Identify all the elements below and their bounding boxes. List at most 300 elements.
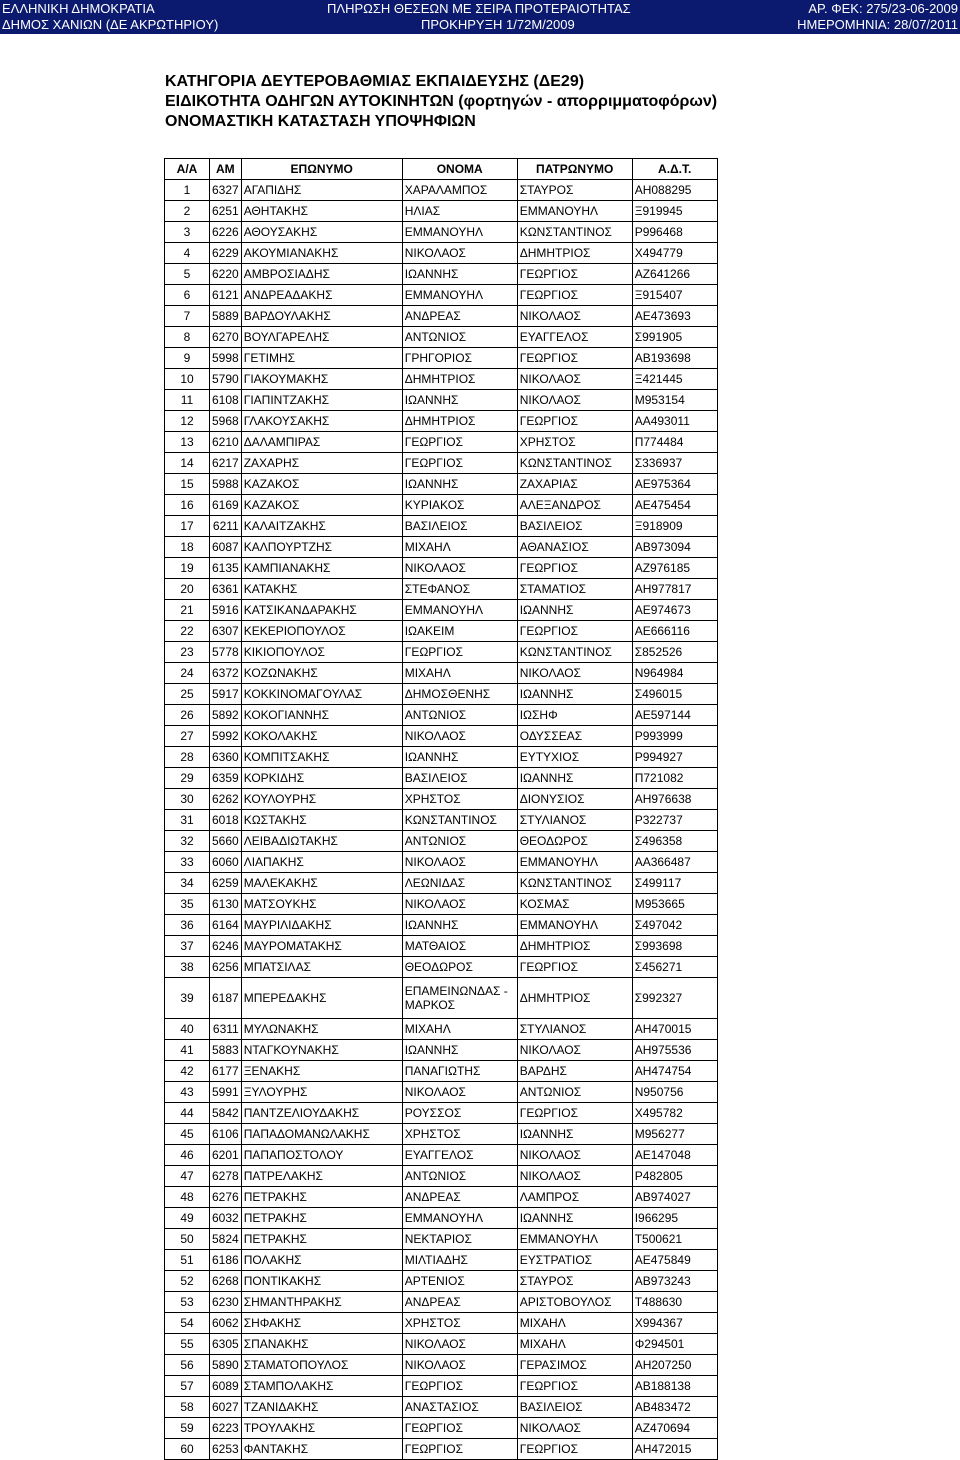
row-id-card: ΑΕ475849 [632, 1250, 717, 1271]
row-number: 51 [165, 1250, 210, 1271]
row-am: 6256 [210, 957, 242, 978]
row-id-card: ΑΗ470015 [632, 1019, 717, 1040]
row-id-card: Π721082 [632, 768, 717, 789]
table-header-row [165, 159, 718, 180]
row-am: 6187 [210, 978, 242, 1019]
row-number: 23 [165, 642, 210, 663]
row-surname: ΚΟΚΟΓΙΑΝΝΗΣ [241, 705, 402, 726]
row-name: ΝΕΚΤΑΡΙΟΣ [402, 1229, 517, 1250]
row-am: 5892 [210, 705, 242, 726]
row-am: 6027 [210, 1397, 242, 1418]
table-row [165, 201, 718, 222]
table-body [165, 180, 718, 1460]
row-number: 19 [165, 558, 210, 579]
row-surname: ΜΑΛΕΚΑΚΗΣ [241, 873, 402, 894]
row-id-card: ΑΗ976638 [632, 789, 717, 810]
row-father-name: ΑΘΑΝΑΣΙΟΣ [517, 537, 632, 558]
row-name: ΚΩΝΣΤΑΝΤΙΝΟΣ [402, 810, 517, 831]
row-id-card: Ν950756 [632, 1082, 717, 1103]
row-id-card: Ρ994927 [632, 747, 717, 768]
row-am: 5968 [210, 411, 242, 432]
row-surname: ΠΑΠΑΔΟΜΑΝΩΛΑΚΗΣ [241, 1124, 402, 1145]
row-surname: ΠΑΤΡΕΛΑΚΗΣ [241, 1166, 402, 1187]
table-row [165, 915, 718, 936]
row-am: 6018 [210, 810, 242, 831]
row-number: 11 [165, 390, 210, 411]
row-number: 10 [165, 369, 210, 390]
row-surname: ΛΙΑΠΑΚΗΣ [241, 852, 402, 873]
row-name: ΕΜΜΑΝΟΥΗΛ [402, 285, 517, 306]
row-father-name: ΜΙΧΑΗΛ [517, 1313, 632, 1334]
row-number: 26 [165, 705, 210, 726]
row-name: ΣΤΕΦΑΝΟΣ [402, 579, 517, 600]
row-father-name: ΝΙΚΟΛΑΟΣ [517, 306, 632, 327]
row-father-name: ΒΑΣΙΛΕΙΟΣ [517, 1397, 632, 1418]
table-row [165, 537, 718, 558]
row-number: 29 [165, 768, 210, 789]
row-name: ΙΩΑΝΝΗΣ [402, 747, 517, 768]
row-surname: ΤΡΟΥΛΑΚΗΣ [241, 1418, 402, 1439]
row-number: 14 [165, 453, 210, 474]
table-row [165, 1229, 718, 1250]
row-am: 6060 [210, 852, 242, 873]
row-surname: ΠΑΝΤΖΕΛΙΟΥΔΑΚΗΣ [241, 1103, 402, 1124]
row-surname: ΑΜΒΡΟΣΙΑΔΗΣ [241, 264, 402, 285]
row-number: 54 [165, 1313, 210, 1334]
row-id-card: ΑΗ474754 [632, 1061, 717, 1082]
row-father-name: ΙΩΑΝΝΗΣ [517, 600, 632, 621]
row-number: 16 [165, 495, 210, 516]
row-number: 58 [165, 1397, 210, 1418]
table-row [165, 852, 718, 873]
row-father-name: ΘΕΟΔΩΡΟΣ [517, 831, 632, 852]
row-am: 5991 [210, 1082, 242, 1103]
row-am: 6262 [210, 789, 242, 810]
table-row [165, 600, 718, 621]
col-am: ΑΜ [210, 159, 242, 180]
row-surname: ΚΩΣΤΑΚΗΣ [241, 810, 402, 831]
row-id-card: Ρ322737 [632, 810, 717, 831]
row-father-name: ΝΙΚΟΛΑΟΣ [517, 1166, 632, 1187]
row-surname: ΠΕΤΡΑΚΗΣ [241, 1229, 402, 1250]
row-name: ΚΥΡΙΑΚΟΣ [402, 495, 517, 516]
row-id-card: ΑΕ147048 [632, 1145, 717, 1166]
row-name: ΑΝΔΡΕΑΣ [402, 1187, 517, 1208]
row-id-card: ΑΒ974027 [632, 1187, 717, 1208]
category-title: ΚΑΤΗΓΟΡΙΑ ΔΕΥΤΕΡΟΒΑΘΜΙΑΣ ΕΚΠΑΙΔΕΥΣΗΣ (ΔΕ29) [165, 73, 585, 90]
row-id-card: ΑΒ483472 [632, 1397, 717, 1418]
row-surname: ΣΗΦΑΚΗΣ [241, 1313, 402, 1334]
row-number: 33 [165, 852, 210, 873]
row-surname: ΚΙΚΙΟΠΟΥΛΟΣ [241, 642, 402, 663]
row-id-card: Ρ996468 [632, 222, 717, 243]
row-number: 48 [165, 1187, 210, 1208]
row-father-name: ΓΕΩΡΓΙΟΣ [517, 1376, 632, 1397]
row-id-card: ΑΕ974673 [632, 600, 717, 621]
row-number: 2 [165, 201, 210, 222]
table-row [165, 747, 718, 768]
row-name: ΙΩΑΝΝΗΣ [402, 1040, 517, 1061]
row-father-name: ΣΤΑΜΑΤΙΟΣ [517, 579, 632, 600]
row-number: 45 [165, 1124, 210, 1145]
row-father-name: ΓΕΩΡΓΙΟΣ [517, 558, 632, 579]
row-surname: ΣΤΑΜΑΤΟΠΟΥΛΟΣ [241, 1355, 402, 1376]
row-name: ΗΛΙΑΣ [402, 201, 517, 222]
row-id-card: Σ499117 [632, 873, 717, 894]
row-number: 37 [165, 936, 210, 957]
table-row [165, 474, 718, 495]
row-name: ΕΜΜΑΝΟΥΗΛ [402, 1208, 517, 1229]
row-number: 22 [165, 621, 210, 642]
row-id-card: Χ494779 [632, 243, 717, 264]
col-father-name: ΠΑΤΡΩΝΥΜΟ [517, 159, 632, 180]
row-name: ΜΙΧΑΗΛ [402, 537, 517, 558]
row-id-card: Σ336937 [632, 453, 717, 474]
row-surname: ΠΕΤΡΑΚΗΣ [241, 1187, 402, 1208]
table-row [165, 495, 718, 516]
col-id-card: Α.Δ.Τ. [632, 159, 717, 180]
row-number: 27 [165, 726, 210, 747]
row-surname: ΑΓΑΠΙΔΗΣ [241, 180, 402, 201]
row-id-card: Σ496358 [632, 831, 717, 852]
candidates-table [164, 158, 718, 1460]
row-number: 57 [165, 1376, 210, 1397]
row-am: 5988 [210, 474, 242, 495]
row-id-card: Τ500621 [632, 1229, 717, 1250]
row-surname: ΜΠΕΡΕΔΑΚΗΣ [241, 978, 402, 1019]
row-am: 6217 [210, 453, 242, 474]
row-surname: ΓΕΤΙΜΗΣ [241, 348, 402, 369]
row-number: 25 [165, 684, 210, 705]
row-am: 6251 [210, 201, 242, 222]
row-name: ΕΜΜΑΝΟΥΗΛ [402, 600, 517, 621]
row-number: 42 [165, 1061, 210, 1082]
row-name: ΜΙΧΑΗΛ [402, 663, 517, 684]
row-surname: ΣΤΑΜΠΟΛΑΚΗΣ [241, 1376, 402, 1397]
row-name: ΓΕΩΡΓΙΟΣ [402, 1418, 517, 1439]
row-number: 38 [165, 957, 210, 978]
row-surname: ΤΖΑΝΙΔΑΚΗΣ [241, 1397, 402, 1418]
row-am: 6226 [210, 222, 242, 243]
table-row [165, 1166, 718, 1187]
row-id-card: ΑΗ472015 [632, 1439, 717, 1460]
row-number: 13 [165, 432, 210, 453]
row-father-name: ΙΩΑΝΝΗΣ [517, 684, 632, 705]
row-am: 5883 [210, 1040, 242, 1061]
row-number: 46 [165, 1145, 210, 1166]
row-father-name: ΕΜΜΑΝΟΥΗΛ [517, 201, 632, 222]
header-gazette: ΑΡ. ΦΕΚ: 275/23-06-2009 [808, 1, 958, 16]
row-father-name: ΓΕΩΡΓΙΟΣ [517, 264, 632, 285]
row-am: 6305 [210, 1334, 242, 1355]
row-id-card: Χ994367 [632, 1313, 717, 1334]
row-surname: ΚΑΖΑΚΟΣ [241, 495, 402, 516]
table-row [165, 1061, 718, 1082]
row-name: ΙΩΑΝΝΗΣ [402, 474, 517, 495]
row-father-name: ΟΔΥΣΣΕΑΣ [517, 726, 632, 747]
table-row [165, 1271, 718, 1292]
row-surname: ΚΑΛΠΟΥΡΤΖΗΣ [241, 537, 402, 558]
row-name: ΡΟΥΣΣΟΣ [402, 1103, 517, 1124]
row-id-card: Ξ918909 [632, 516, 717, 537]
table-row [165, 285, 718, 306]
table-row [165, 432, 718, 453]
row-father-name: ΣΤΑΥΡΟΣ [517, 180, 632, 201]
row-number: 52 [165, 1271, 210, 1292]
row-number: 40 [165, 1019, 210, 1040]
document-header [0, 0, 960, 34]
row-name: ΑΝΔΡΕΑΣ [402, 1292, 517, 1313]
row-surname: ΒΟΥΛΓΑΡΕΛΗΣ [241, 327, 402, 348]
row-number: 41 [165, 1040, 210, 1061]
row-number: 56 [165, 1355, 210, 1376]
row-am: 5917 [210, 684, 242, 705]
row-surname: ΠΟΛΑΚΗΣ [241, 1250, 402, 1271]
row-id-card: Ξ421445 [632, 369, 717, 390]
row-number: 6 [165, 285, 210, 306]
row-number: 31 [165, 810, 210, 831]
table-row [165, 663, 718, 684]
row-father-name: ΓΕΩΡΓΙΟΣ [517, 348, 632, 369]
row-father-name: ΝΙΚΟΛΑΟΣ [517, 369, 632, 390]
row-am: 6229 [210, 243, 242, 264]
row-name: ΕΠΑΜΕΙΝΩΝΔΑΣ - ΜΑΡΚΟΣ [402, 978, 517, 1019]
table-row [165, 789, 718, 810]
table-row [165, 306, 718, 327]
row-father-name: ΕΥΣΤΡΑΤΙΟΣ [517, 1250, 632, 1271]
row-surname: ΠΕΤΡΑΚΗΣ [241, 1208, 402, 1229]
row-surname: ΚΟΜΠΙΤΣΑΚΗΣ [241, 747, 402, 768]
table-row [165, 810, 718, 831]
row-id-card: Σ852526 [632, 642, 717, 663]
row-name: ΝΙΚΟΛΑΟΣ [402, 852, 517, 873]
row-am: 6032 [210, 1208, 242, 1229]
row-father-name: ΝΙΚΟΛΑΟΣ [517, 1145, 632, 1166]
table-row [165, 348, 718, 369]
table-row [165, 327, 718, 348]
row-name: ΛΕΩΝΙΔΑΣ [402, 873, 517, 894]
row-surname: ΚΑΤΣΙΚΑΝΔΑΡΑΚΗΣ [241, 600, 402, 621]
row-name: ΔΗΜΗΤΡΙΟΣ [402, 411, 517, 432]
row-name: ΑΝΔΡΕΑΣ [402, 306, 517, 327]
row-am: 6130 [210, 894, 242, 915]
row-am: 5992 [210, 726, 242, 747]
row-name: ΜΙΧΑΗΛ [402, 1019, 517, 1040]
row-name: ΝΙΚΟΛΑΟΣ [402, 894, 517, 915]
row-id-card: Σ496015 [632, 684, 717, 705]
table-row [165, 1376, 718, 1397]
row-number: 20 [165, 579, 210, 600]
row-am: 6361 [210, 579, 242, 600]
row-am: 6253 [210, 1439, 242, 1460]
row-number: 53 [165, 1292, 210, 1313]
row-name: ΓΕΩΡΓΙΟΣ [402, 1376, 517, 1397]
row-father-name: ΕΜΜΑΝΟΥΗΛ [517, 915, 632, 936]
row-name: ΑΝΤΩΝΙΟΣ [402, 831, 517, 852]
list-title: ΟΝΟΜΑΣΤΙΚΗ ΚΑΤΑΣΤΑΣΗ ΥΠΟΨΗΦΙΩΝ [165, 113, 476, 130]
table-row [165, 453, 718, 474]
row-father-name: ΓΕΩΡΓΙΟΣ [517, 621, 632, 642]
row-am: 6270 [210, 327, 242, 348]
row-father-name: ΙΩΣΗΦ [517, 705, 632, 726]
row-number: 4 [165, 243, 210, 264]
row-am: 6164 [210, 915, 242, 936]
table-row [165, 1187, 718, 1208]
header-date: ΗΜΕΡΟΜΗΝΙΑ: 28/07/2011 [797, 17, 958, 32]
row-id-card: ΑΕ975364 [632, 474, 717, 495]
row-father-name: ΓΕΩΡΓΙΟΣ [517, 957, 632, 978]
row-surname: ΑΚΟΥΜΙΑΝΑΚΗΣ [241, 243, 402, 264]
row-name: ΧΡΗΣΤΟΣ [402, 789, 517, 810]
row-am: 6360 [210, 747, 242, 768]
row-id-card: Σ497042 [632, 915, 717, 936]
row-am: 5660 [210, 831, 242, 852]
row-father-name: ΝΙΚΟΛΑΟΣ [517, 663, 632, 684]
row-name: ΙΩΑΝΝΗΣ [402, 390, 517, 411]
row-surname: ΚΟΖΩΝΑΚΗΣ [241, 663, 402, 684]
row-am: 6186 [210, 1250, 242, 1271]
row-am: 6359 [210, 768, 242, 789]
table-row [165, 1418, 718, 1439]
table-row [165, 264, 718, 285]
row-name: ΝΙΚΟΛΑΟΣ [402, 726, 517, 747]
row-number: 34 [165, 873, 210, 894]
row-number: 55 [165, 1334, 210, 1355]
row-id-card: Ρ482805 [632, 1166, 717, 1187]
row-name: ΜΙΛΤΙΑΔΗΣ [402, 1250, 517, 1271]
row-am: 6106 [210, 1124, 242, 1145]
row-am: 5916 [210, 600, 242, 621]
row-father-name: ΔΗΜΗΤΡΙΟΣ [517, 243, 632, 264]
row-number: 60 [165, 1439, 210, 1460]
row-father-name: ΝΙΚΟΛΑΟΣ [517, 1040, 632, 1061]
row-name: ΔΗΜΗΤΡΙΟΣ [402, 369, 517, 390]
table-row [165, 243, 718, 264]
row-id-card: ΑΕ597144 [632, 705, 717, 726]
table-row [165, 411, 718, 432]
row-number: 15 [165, 474, 210, 495]
row-number: 39 [165, 978, 210, 1019]
row-father-name: ΕΥΤΥΧΙΟΣ [517, 747, 632, 768]
row-id-card: ΑΒ188138 [632, 1376, 717, 1397]
row-am: 5889 [210, 306, 242, 327]
row-surname: ΝΤΑΓΚΟΥΝΑΚΗΣ [241, 1040, 402, 1061]
row-name: ΧΡΗΣΤΟΣ [402, 1124, 517, 1145]
row-am: 6108 [210, 390, 242, 411]
row-name: ΑΝΤΩΝΙΟΣ [402, 327, 517, 348]
row-number: 50 [165, 1229, 210, 1250]
row-am: 6220 [210, 264, 242, 285]
row-id-card: Ρ993999 [632, 726, 717, 747]
row-surname: ΜΑΤΣΟΥΚΗΣ [241, 894, 402, 915]
row-am: 6246 [210, 936, 242, 957]
row-name: ΝΙΚΟΛΑΟΣ [402, 243, 517, 264]
row-father-name: ΝΙΚΟΛΑΟΣ [517, 1418, 632, 1439]
table-row [165, 1397, 718, 1418]
row-id-card: ΑΒ193698 [632, 348, 717, 369]
row-number: 47 [165, 1166, 210, 1187]
table-row [165, 180, 718, 201]
row-surname: ΑΘΟΥΣΑΚΗΣ [241, 222, 402, 243]
row-number: 8 [165, 327, 210, 348]
row-am: 6169 [210, 495, 242, 516]
row-am: 5842 [210, 1103, 242, 1124]
row-number: 43 [165, 1082, 210, 1103]
table-row [165, 768, 718, 789]
row-am: 6311 [210, 1019, 242, 1040]
row-name: ΝΙΚΟΛΑΟΣ [402, 1355, 517, 1376]
row-surname: ΑΝΔΡΕΑΔΑΚΗΣ [241, 285, 402, 306]
table-row [165, 978, 718, 1019]
row-id-card: ΑΕ666116 [632, 621, 717, 642]
row-number: 30 [165, 789, 210, 810]
row-name: ΒΑΣΙΛΕΙΟΣ [402, 768, 517, 789]
table-row [165, 1082, 718, 1103]
row-number: 24 [165, 663, 210, 684]
table-row [165, 1019, 718, 1040]
row-surname: ΛΕΙΒΑΔΙΩΤΑΚΗΣ [241, 831, 402, 852]
row-number: 35 [165, 894, 210, 915]
row-am: 6223 [210, 1418, 242, 1439]
row-surname: ΜΥΛΩΝΑΚΗΣ [241, 1019, 402, 1040]
row-name: ΝΙΚΟΛΑΟΣ [402, 1082, 517, 1103]
row-am: 6276 [210, 1187, 242, 1208]
row-name: ΜΑΤΘΑΙΟΣ [402, 936, 517, 957]
table-row [165, 558, 718, 579]
table-row [165, 831, 718, 852]
row-id-card: ΑΗ088295 [632, 180, 717, 201]
row-father-name: ΒΑΣΙΛΕΙΟΣ [517, 516, 632, 537]
row-id-card: ΑΕ473693 [632, 306, 717, 327]
table-row [165, 642, 718, 663]
row-number: 28 [165, 747, 210, 768]
row-name: ΑΝΤΩΝΙΟΣ [402, 705, 517, 726]
row-father-name: ΑΝΤΩΝΙΟΣ [517, 1082, 632, 1103]
row-surname: ΚΟΡΚΙΔΗΣ [241, 768, 402, 789]
row-father-name: ΑΛΕΞΑΝΔΡΟΣ [517, 495, 632, 516]
row-am: 6278 [210, 1166, 242, 1187]
document-titles [165, 72, 717, 132]
row-surname: ΜΑΥΡΟΜΑΤΑΚΗΣ [241, 936, 402, 957]
row-am: 5778 [210, 642, 242, 663]
table-row [165, 1250, 718, 1271]
row-number: 9 [165, 348, 210, 369]
table-row [165, 684, 718, 705]
row-id-card: Σ456271 [632, 957, 717, 978]
row-id-card: Ι966295 [632, 1208, 717, 1229]
row-father-name: ΓΕΩΡΓΙΟΣ [517, 285, 632, 306]
row-father-name: ΖΑΧΑΡΙΑΣ [517, 474, 632, 495]
table-row [165, 579, 718, 600]
row-id-card: ΑΗ975536 [632, 1040, 717, 1061]
row-am: 6089 [210, 1376, 242, 1397]
row-number: 3 [165, 222, 210, 243]
row-id-card: ΑΖ976185 [632, 558, 717, 579]
row-father-name: ΕΥΑΓΓΕΛΟΣ [517, 327, 632, 348]
row-id-card: Ξ915407 [632, 285, 717, 306]
row-father-name: ΓΕΡΑΣΙΜΟΣ [517, 1355, 632, 1376]
row-am: 6259 [210, 873, 242, 894]
row-id-card: ΑΗ207250 [632, 1355, 717, 1376]
table-row [165, 873, 718, 894]
col-surname: ΕΠΩΝΥΜΟ [241, 159, 402, 180]
row-name: ΝΙΚΟΛΑΟΣ [402, 1334, 517, 1355]
row-name: ΠΑΝΑΓΙΩΤΗΣ [402, 1061, 517, 1082]
row-surname: ΚΑΖΑΚΟΣ [241, 474, 402, 495]
row-am: 6135 [210, 558, 242, 579]
row-id-card: ΑΖ641266 [632, 264, 717, 285]
table-row [165, 390, 718, 411]
